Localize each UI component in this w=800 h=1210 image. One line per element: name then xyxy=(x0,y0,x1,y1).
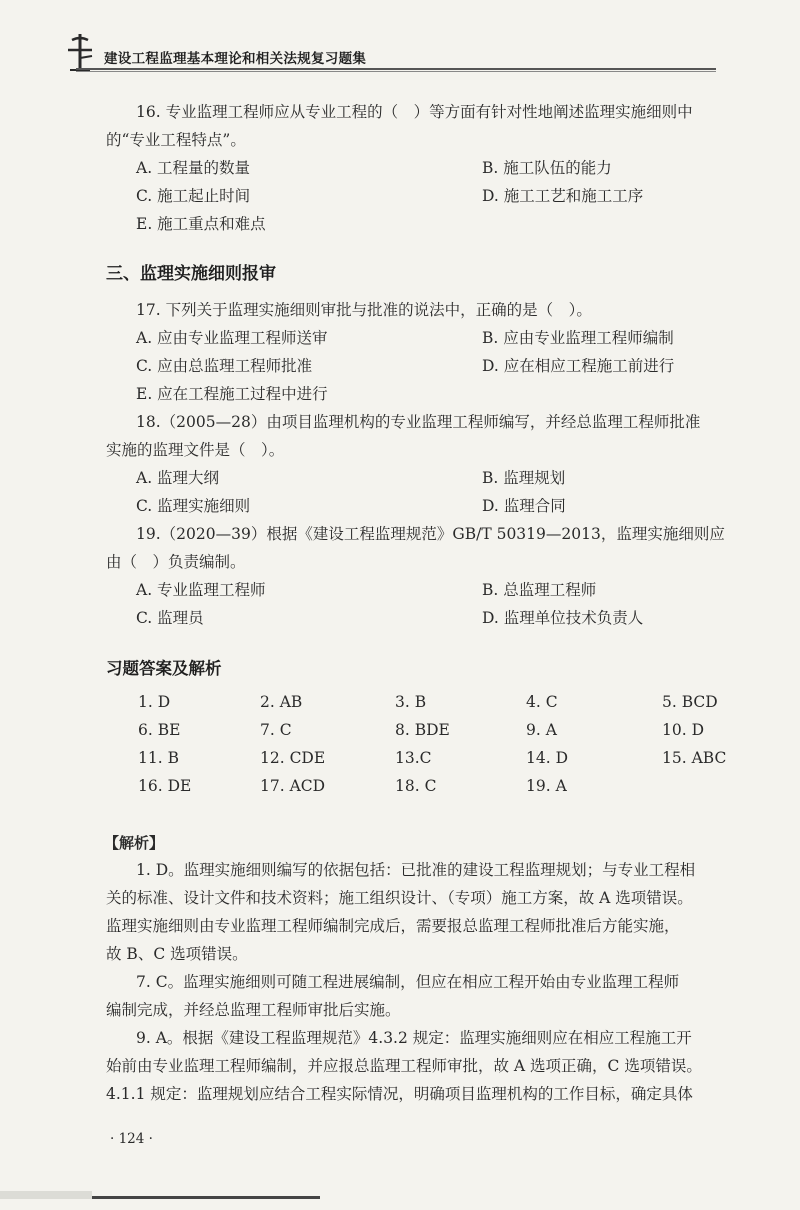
footer-rule xyxy=(92,1196,320,1199)
answer-cell: 7. C xyxy=(260,721,292,739)
answer-cell: 1. D xyxy=(138,693,171,711)
header-divider-thin xyxy=(76,71,716,72)
answer-cell: 8. BDE xyxy=(395,721,450,739)
answer-cell: 10. D xyxy=(662,721,705,739)
q17-option-d: D. 应在相应工程施工前进行 xyxy=(482,357,675,375)
q17-option-b: B. 应由专业监理工程师编制 xyxy=(482,329,674,347)
footer-shade xyxy=(0,1191,92,1199)
header-divider xyxy=(76,68,716,70)
q18-stem-line2: 实施的监理文件是（ ）。 xyxy=(106,441,285,459)
q18-option-b: B. 监理规划 xyxy=(482,469,566,487)
analysis-line: 1. D。监理实施细则编写的依据包括：已批准的建设工程监理规划；与专业工程相 xyxy=(136,861,696,879)
q16-stem-line1: 16. 专业监理工程师应从专业工程的（ ）等方面有针对性地阐述监理实施细则中 xyxy=(136,103,693,121)
q18-option-c: C. 监理实施细则 xyxy=(136,497,251,515)
q17-option-e: E. 应在工程施工过程中进行 xyxy=(136,385,328,403)
analysis-line: 监理实施细则由专业监理工程师编制完成后，需要报总监理工程师批准后方能实施， xyxy=(106,917,680,935)
answer-cell: 4. C xyxy=(526,693,558,711)
q18-stem-line1: 18.（2005—28）由项目监理机构的专业监理工程师编写，并经总监理工程师批准 xyxy=(136,413,701,431)
answer-cell: 2. AB xyxy=(260,693,303,711)
q16-option-d: D. 施工工艺和施工工序 xyxy=(482,187,644,205)
q19-stem-line1: 19.（2020—39）根据《建设工程监理规范》GB/T 50319—2013，监理实施细则应 xyxy=(136,525,725,543)
answer-cell: 6. BE xyxy=(138,721,181,739)
answer-cell: 16. DE xyxy=(138,777,192,795)
answer-cell: 3. B xyxy=(395,693,427,711)
q18-option-a: A. 监理大纲 xyxy=(136,469,220,487)
q16-option-a: A. 工程量的数量 xyxy=(136,159,251,177)
answer-cell: 19. A xyxy=(526,777,567,795)
analysis-line: 故 B、C 选项错误。 xyxy=(106,945,248,963)
analysis-line: 关的标准、设计文件和技术资料；施工组织设计、（专项）施工方案，故 A 选项错误。 xyxy=(106,889,693,907)
q16-option-c: C. 施工起止时间 xyxy=(136,187,251,205)
page-header xyxy=(0,0,800,80)
answer-cell: 17. ACD xyxy=(260,777,326,795)
answer-cell: 15. ABC xyxy=(662,749,727,767)
page-number: · 124 · xyxy=(110,1131,153,1147)
analysis-line: 7. C。监理实施细则可随工程进展编制，但应在相应工程开始由专业监理工程师 xyxy=(136,973,680,991)
answers-heading: 习题答案及解析 xyxy=(106,659,222,678)
section-heading: 三、监理实施细则报审 xyxy=(106,264,276,284)
q18-option-d: D. 监理合同 xyxy=(482,497,566,515)
analysis-line: 编制完成，并经总监理工程师审批后实施。 xyxy=(106,1001,401,1019)
answer-cell: 9. A xyxy=(526,721,557,739)
answer-cell: 14. D xyxy=(526,749,569,767)
book-title: 建设工程监理基本理论和相关法规复习题集 xyxy=(104,51,367,67)
answer-cell: 5. BCD xyxy=(662,693,718,711)
analysis-label: 【解析】 xyxy=(104,834,165,852)
answer-cell: 11. B xyxy=(138,749,179,767)
analysis-line: 4.1.1 规定：监理规划应结合工程实际情况，明确项目监理机构的工作目标，确定具体 xyxy=(106,1085,693,1103)
answer-cell: 12. CDE xyxy=(260,749,326,767)
q16-option-e: E. 施工重点和难点 xyxy=(136,215,266,233)
q16-option-b: B. 施工队伍的能力 xyxy=(482,159,612,177)
analysis-line: 9. A。根据《建设工程监理规范》4.3.2 规定：监理实施细则应在相应工程施工开 xyxy=(136,1029,692,1047)
answer-cell: 13.C xyxy=(395,749,432,767)
q19-option-b: B. 总监理工程师 xyxy=(482,581,597,599)
q17-option-a: A. 应由专业监理工程师送审 xyxy=(136,329,328,347)
q17-option-c: C. 应由总监理工程师批准 xyxy=(136,357,313,375)
q19-option-c: C. 监理员 xyxy=(136,609,204,627)
analysis-line: 始前由专业监理工程师编制，并应报总监理工程师审批，故 A 选项正确，C 选项错误。 xyxy=(106,1057,702,1075)
q19-option-a: A. 专业监理工程师 xyxy=(136,581,266,599)
q19-stem-line2: 由（ ）负责编制。 xyxy=(106,553,246,571)
q16-stem-line2: 的“专业工程特点”。 xyxy=(106,131,246,149)
q19-option-d: D. 监理单位技术负责人 xyxy=(482,609,644,627)
q17-stem-line1: 17. 下列关于监理实施细则审批与批准的说法中，正确的是（ ）。 xyxy=(136,301,592,319)
answer-cell: 18. C xyxy=(395,777,437,795)
